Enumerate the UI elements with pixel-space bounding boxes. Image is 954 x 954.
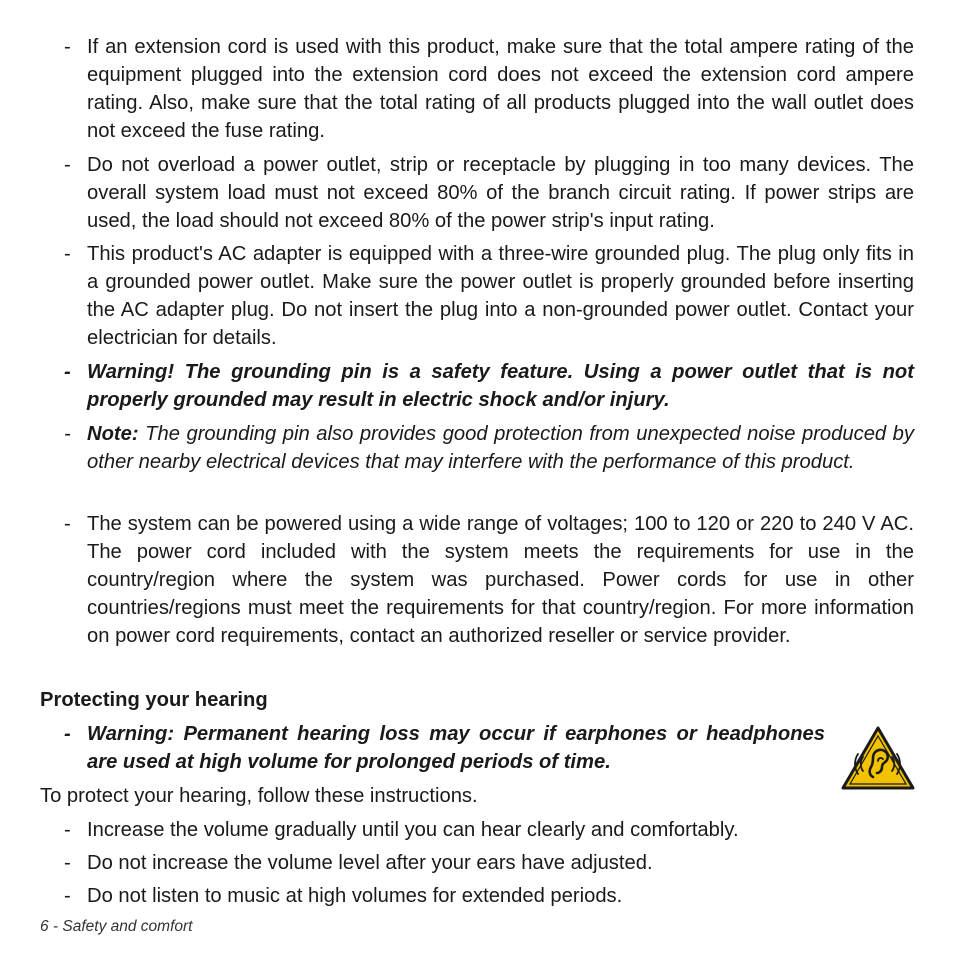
hearing-warning bbox=[64, 720, 825, 776]
bullet-ac-adapter-plug bbox=[64, 240, 914, 352]
hearing-intro: To protect your hearing, follow these instructions. bbox=[40, 785, 478, 807]
bullet-dash: - bbox=[64, 154, 71, 176]
note-label: Note: bbox=[87, 423, 139, 445]
bullet-dash: - bbox=[64, 361, 71, 383]
bullet-dash: - bbox=[64, 723, 71, 745]
bullet-text: The system can be powered using a wide range of voltages; 100 to 120 or 220 to 240 V AC. The power cord included with the system meets the requirements for use in the country/region where the system was purchased. Power cords for use in other countries/regions must meet the requirements for that country/region. For more information on power cord requirements, contact an authorized reseller or service provider. bbox=[87, 513, 914, 647]
bullet-text: Do not increase the volume level after your ears have adjusted. bbox=[87, 852, 653, 874]
bullet-grounding-note bbox=[64, 420, 914, 476]
bullet-text: If an extension cord is used with this product, make sure that the total ampere rating of the equipment plugged into the extension cord does not exceed the extension cord ampere rating. Also, make sure that the total rating of all products plugged into the wall outlet does not exceed the fuse rating. bbox=[87, 36, 914, 142]
note-text bbox=[87, 420, 914, 476]
warning-text: Warning: Permanent hearing loss may occur if earphones or headphones are used at high volume for prolonged periods of time. bbox=[87, 723, 825, 773]
bullet-grounding-warning bbox=[64, 358, 914, 414]
bullet-dash: - bbox=[64, 423, 71, 445]
hearing-hazard-warning-icon bbox=[840, 725, 916, 791]
section-heading-hearing: Protecting your hearing bbox=[40, 689, 268, 711]
note-body: The grounding pin also provides good protection from unexpected noise produced by other nearby electrical devices that may interfere with the performance of this product. bbox=[87, 423, 915, 473]
hearing-item-no-high-volume bbox=[64, 882, 914, 910]
bullet-dash: - bbox=[64, 243, 71, 265]
bullet-text: Do not listen to music at high volumes for extended periods. bbox=[87, 885, 623, 907]
bullet-voltage-range bbox=[64, 510, 914, 650]
hearing-item-no-increase bbox=[64, 849, 914, 877]
bullet-dash: - bbox=[64, 852, 71, 874]
bullet-dash: - bbox=[64, 36, 71, 58]
bullet-dash: - bbox=[64, 513, 71, 535]
hearing-item-increase-volume bbox=[64, 816, 914, 844]
warning-text: Warning! The grounding pin is a safety feature. Using a power outlet that is not properly grounded may result in electric shock and/or injury. bbox=[87, 361, 914, 411]
bullet-dash: - bbox=[64, 819, 71, 841]
bullet-extension-cord bbox=[64, 33, 914, 145]
bullet-text: This product's AC adapter is equipped with a three-wire grounded plug. The plug only fits in a grounded power outlet. Make sure the power outlet is properly grounded before inserting the AC adapter plug. Do not insert the plug into a non-grounded power outlet. Contact your electrician for details. bbox=[87, 243, 914, 349]
bullet-power-outlet-overload bbox=[64, 151, 914, 235]
bullet-dash: - bbox=[64, 885, 71, 907]
bullet-text: Do not overload a power outlet, strip or receptacle by plugging in too many devices. The overall system load must not exceed 80% of the branch circuit rating. If power strips are used, the load should not exceed 80% of the power strip's input rating. bbox=[87, 154, 914, 232]
page-footer: 6 - Safety and comfort bbox=[40, 918, 193, 935]
bullet-text: Increase the volume gradually until you can hear clearly and comfortably. bbox=[87, 819, 739, 841]
